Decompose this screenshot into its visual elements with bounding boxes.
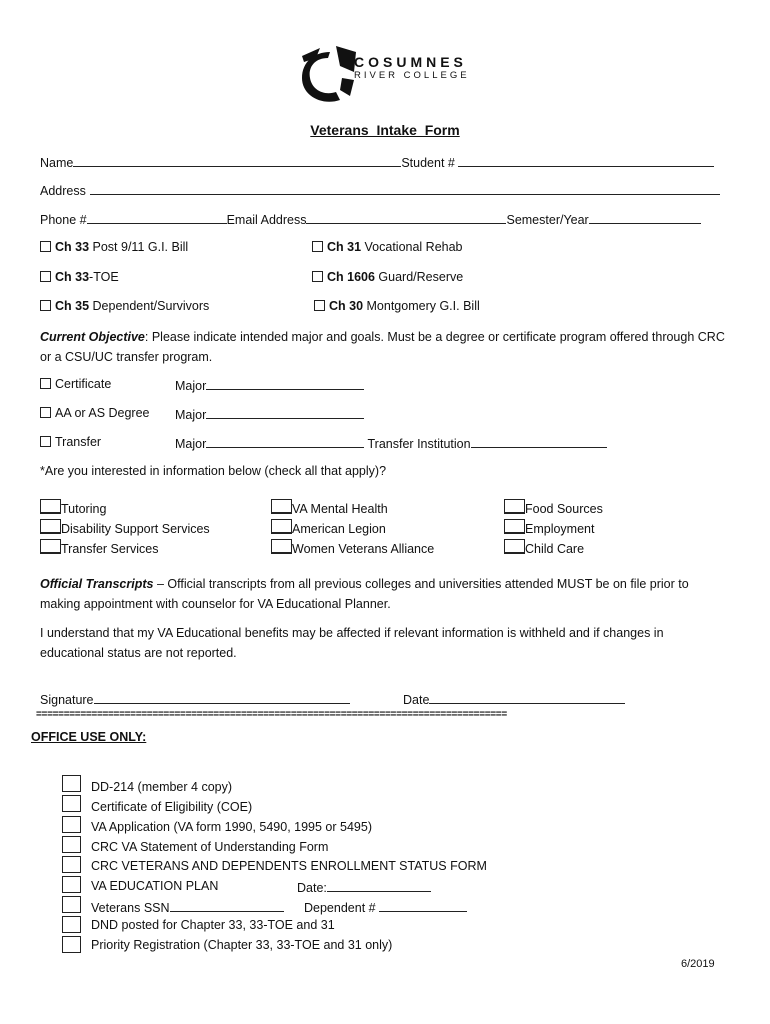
chapter-code: Ch 33 — [55, 240, 90, 254]
ssn-label: Veterans SSN — [91, 901, 170, 915]
office-item-label: DD-214 (member 4 copy) — [91, 780, 233, 794]
checkbox-icon[interactable] — [62, 775, 81, 792]
chapter-code: Ch 30 — [329, 299, 364, 313]
major-row — [175, 435, 607, 451]
checkbox-icon[interactable] — [504, 539, 525, 554]
services-column-2 — [271, 499, 434, 559]
chapter-option[interactable] — [40, 240, 188, 254]
service-label: Food Sources — [525, 502, 603, 516]
interest-question: *Are you interested in information below (check all that apply)? — [40, 464, 387, 478]
plan-date-label: Date: — [297, 881, 327, 895]
college-logo — [296, 44, 486, 104]
program-option[interactable] — [40, 406, 150, 420]
phone-label: Phone # — [40, 213, 87, 227]
checkbox-icon[interactable] — [62, 896, 81, 913]
checkbox-icon[interactable] — [62, 836, 81, 853]
checkbox-icon[interactable] — [62, 916, 81, 933]
logo-c-emblem — [296, 44, 360, 104]
program-option[interactable] — [40, 377, 111, 391]
service-option[interactable] — [40, 519, 210, 539]
chapter-option[interactable] — [312, 270, 463, 284]
checkbox-icon[interactable] — [40, 300, 51, 311]
checkbox-icon[interactable] — [504, 519, 525, 534]
chapter-desc: Montgomery G.I. Bill — [363, 299, 480, 313]
logo-name-line1: COSUMNES — [354, 54, 467, 70]
chapter-code: Ch 1606 — [327, 270, 375, 284]
service-label: Child Care — [525, 542, 585, 556]
checkbox-icon[interactable] — [40, 519, 61, 534]
checkbox-icon[interactable] — [312, 271, 323, 282]
service-option[interactable] — [504, 519, 603, 539]
checkbox-icon[interactable] — [62, 876, 81, 893]
signature-row — [40, 691, 350, 707]
chapter-option[interactable] — [40, 299, 209, 313]
service-option[interactable] — [40, 499, 210, 519]
name-row — [40, 154, 714, 170]
office-item-label — [91, 899, 284, 915]
office-item-label: VA EDUCATION PLAN — [91, 879, 219, 893]
service-option[interactable] — [271, 539, 434, 559]
transcripts-paragraph — [40, 574, 730, 614]
email-label: Email Address — [226, 213, 307, 227]
contact-row — [40, 211, 701, 227]
revision-date: 6/2019 — [681, 958, 715, 970]
signature-field[interactable] — [94, 691, 350, 704]
checkbox-icon[interactable] — [40, 241, 51, 252]
checkbox-icon[interactable] — [271, 539, 292, 554]
major-label: Major — [175, 437, 207, 451]
name-field[interactable] — [73, 154, 401, 167]
program-type: Certificate — [55, 377, 112, 391]
checkbox-icon[interactable] — [40, 539, 61, 554]
phone-field[interactable] — [87, 211, 227, 224]
services-column-1 — [40, 499, 210, 559]
service-label: Employment — [525, 522, 595, 536]
checkbox-icon[interactable] — [40, 499, 61, 514]
chapter-option[interactable] — [314, 299, 480, 313]
service-option[interactable] — [40, 539, 210, 559]
service-option[interactable] — [504, 539, 603, 559]
objective-paragraph — [40, 327, 730, 367]
chapter-desc: Vocational Rehab — [361, 240, 463, 254]
services-column-3 — [504, 499, 603, 559]
program-type: Transfer — [55, 435, 102, 449]
logo-name-line2: RIVER COLLEGE — [354, 70, 470, 81]
checkbox-icon[interactable] — [40, 407, 51, 418]
date-label: Date — [403, 693, 430, 707]
checkbox-icon[interactable] — [312, 241, 323, 252]
transfer-institution-label: Transfer Institution — [367, 437, 471, 451]
program-option[interactable] — [40, 435, 101, 449]
checkbox-icon[interactable] — [40, 378, 51, 389]
office-item-label: DND posted for Chapter 33, 33-TOE and 31 — [91, 918, 335, 932]
plan-date-field[interactable] — [327, 879, 431, 892]
service-label: American Legion — [292, 522, 386, 536]
checkbox-icon[interactable] — [40, 436, 51, 447]
checkbox-icon[interactable] — [271, 499, 292, 514]
form-title: Veterans Intake Form — [310, 122, 460, 138]
major-field[interactable] — [206, 377, 364, 390]
date-row — [403, 691, 625, 707]
checkbox-icon[interactable] — [504, 499, 525, 514]
semester-field[interactable] — [589, 211, 701, 224]
office-use-heading: OFFICE USE ONLY: — [31, 730, 147, 744]
service-label: VA Mental Health — [292, 502, 388, 516]
chapter-desc: -TOE — [89, 270, 119, 284]
office-item-label: CRC VA Statement of Understanding Form — [91, 840, 329, 854]
chapter-code: Ch 31 — [327, 240, 362, 254]
service-option[interactable] — [271, 499, 434, 519]
address-label: Address — [40, 184, 86, 198]
major-row — [175, 377, 364, 393]
chapter-desc: Post 9/11 G.I. Bill — [89, 240, 189, 254]
objective-text: : Please indicate intended major and goals. Must be a degree or certificate program offered through CRC or a CSU/UC transfer program. — [40, 330, 725, 364]
ssn-field[interactable] — [170, 899, 284, 912]
student-field[interactable] — [458, 154, 714, 167]
service-label: Disability Support Services — [61, 522, 210, 536]
checkbox-icon[interactable] — [62, 856, 81, 873]
chapter-code: Ch 35 — [55, 299, 90, 313]
service-label: Women Veterans Alliance — [292, 542, 435, 556]
checkbox-icon[interactable] — [62, 795, 81, 812]
service-label: Tutoring — [61, 502, 107, 516]
major-row — [175, 406, 364, 422]
address-row — [40, 182, 720, 198]
program-type: AA or AS Degree — [55, 406, 150, 420]
checkbox-icon[interactable] — [271, 519, 292, 534]
dependent-field[interactable] — [379, 899, 467, 912]
chapter-desc: Dependent/Survivors — [89, 299, 210, 313]
major-label: Major — [175, 408, 207, 422]
service-option[interactable] — [271, 519, 434, 539]
dependent-row — [304, 899, 467, 915]
major-field[interactable] — [206, 406, 364, 419]
chapter-option[interactable] — [40, 270, 119, 284]
understand-paragraph: I understand that my VA Educational benefits may be affected if relevant information is withheld and if changes in educational status are not reported. — [40, 626, 664, 660]
chapter-code: Ch 33 — [55, 270, 90, 284]
plan-date-row — [297, 879, 431, 895]
office-item-label: Priority Registration (Chapter 33, 33-TOE and 31 only) — [91, 938, 393, 952]
student-label: Student # — [401, 156, 455, 170]
transfer-institution-field[interactable] — [471, 435, 607, 448]
email-field[interactable] — [306, 211, 506, 224]
chapter-option[interactable] — [312, 240, 463, 254]
service-label: Transfer Services — [61, 542, 159, 556]
transcripts-label: Official Transcripts — [40, 577, 154, 591]
major-label: Major — [175, 379, 207, 393]
separator-line: ===================================================================================== — [36, 709, 507, 720]
objective-label: Current Objective — [40, 330, 145, 344]
checkbox-icon[interactable] — [62, 936, 81, 953]
address-field[interactable] — [90, 182, 720, 195]
semester-label: Semester/Year — [506, 213, 589, 227]
service-option[interactable] — [504, 499, 603, 519]
office-item-label: CRC VETERANS AND DEPENDENTS ENROLLMENT STATUS FORM — [91, 859, 487, 873]
office-item-label: Certificate of Eligibility (COE) — [91, 800, 253, 814]
chapter-desc: Guard/Reserve — [374, 270, 464, 284]
office-item-label: VA Application (VA form 1990, 5490, 1995 or 5495) — [91, 820, 372, 834]
checkbox-icon[interactable] — [40, 271, 51, 282]
dependent-label: Dependent # — [304, 901, 376, 915]
name-label: Name — [40, 156, 74, 170]
checkbox-icon[interactable] — [62, 816, 81, 833]
major-field[interactable] — [206, 435, 364, 448]
transcripts-text: – Official transcripts from all previous colleges and universities attended MUST be on file prior to making appointment with counselor for VA Educational Planner. — [40, 577, 689, 611]
signature-label: Signature — [40, 693, 94, 707]
date-field[interactable] — [429, 691, 625, 704]
checkbox-icon[interactable] — [314, 300, 325, 311]
